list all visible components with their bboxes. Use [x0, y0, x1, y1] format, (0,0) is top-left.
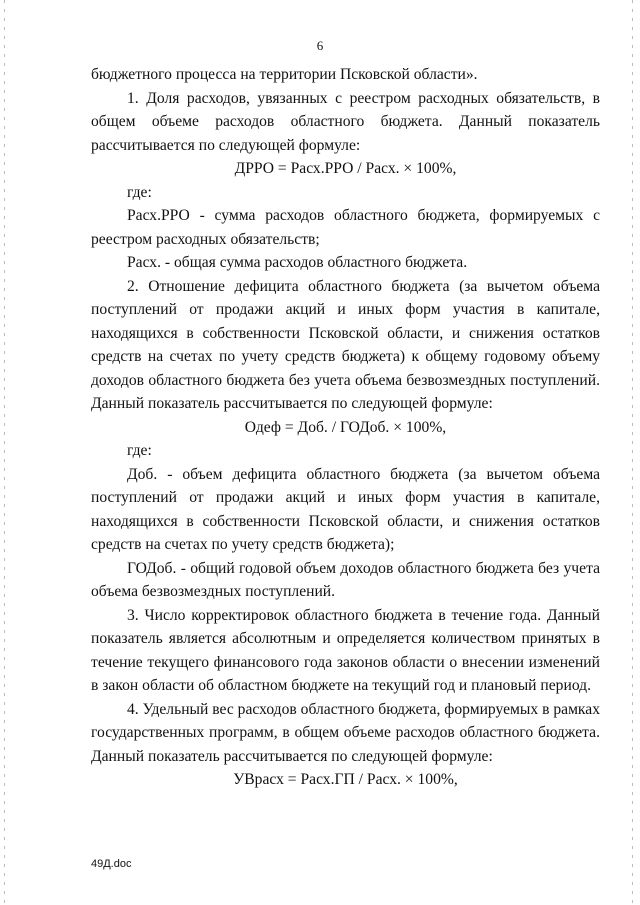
- paragraph: Расх.РРО - сумма расходов областного бюджета, формируемых с реестром расходных обязательств;: [91, 207, 600, 248]
- paragraph: Доб. - объем дефицита областного бюджета (за вычетом объема поступлений от продажи акций и иных форм участия в капитале, находящихся в собственности Псковской области, и снижения остатков средств на счетах по учету средств бюджета);: [91, 465, 600, 553]
- paragraph: где:: [127, 183, 152, 201]
- formula: ДРРО = Расх.РРО / Расх. × 100%,: [234, 160, 457, 177]
- paragraph: Расх. - общая сумма расходов областного бюджета.: [127, 254, 468, 271]
- paragraph: 2. Отношение дефицита областного бюджета (за вычетом объема поступлений от продажи акций и иных форм участия в капитале, находящихся в собственности Псковской области, и снижения остатков средств на счетах по учету средств бюджета) к общему годовому объему доходов областного бюджета без учета объема безвозмездных поступлений. Данный показатель рассчитывается по следующей формуле:: [91, 277, 600, 412]
- formula: Одеф = Доб. / ГОДоб. × 100%,: [244, 418, 447, 436]
- scan-edge-right: [632, 0, 633, 905]
- paragraph: где:: [127, 442, 152, 459]
- paragraph: 4. Удельный вес расходов областного бюджета, формируемых в рамках государственных программ, в общем объеме расходов областного бюджета. Данный показатель рассчитывается по следующей формуле:: [91, 700, 600, 765]
- paragraph: 1. Доля расходов, увязанных с реестром расходных обязательств, в общем объеме расходов областного бюджета. Данный показатель рассчитывается по следующей формуле:: [91, 89, 600, 154]
- scan-edge-left: [4, 0, 5, 905]
- document-body: [91, 63, 600, 792]
- formula: УВрасх = Расх.ГП / Расх. × 100%,: [233, 771, 458, 788]
- page-number: 6: [316, 38, 324, 53]
- paragraph: бюджетного процесса на территории Псковской области».: [91, 66, 478, 83]
- file-name-footer: 49Д.doc: [91, 858, 132, 870]
- paragraph: ГОДоб. - общий годовой объем доходов областного бюджета без учета объема безвозмездных поступлений.: [91, 559, 600, 600]
- paragraph: 3. Число корректировок областного бюджета в течение года. Данный показатель является абсолютным и определяется количеством принятых в течение текущего финансового года законов области о внесении изменений в закон области об областном бюджете на текущий год и плановый период.: [91, 606, 600, 694]
